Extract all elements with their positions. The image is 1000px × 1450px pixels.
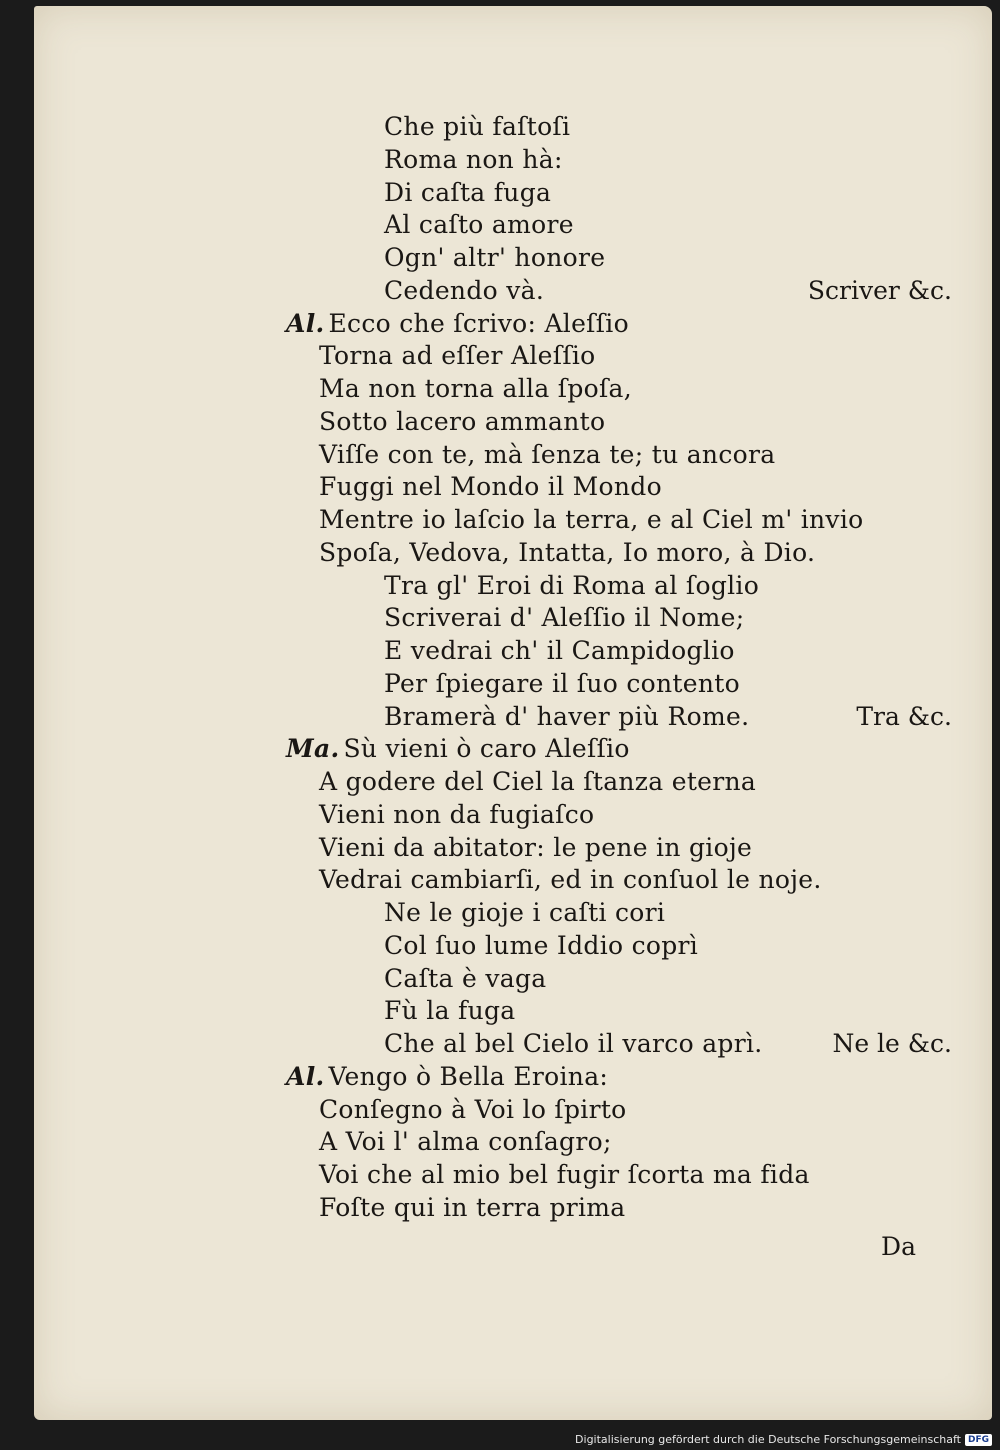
verse-text-content: Fù la fuga (384, 996, 516, 1025)
verse-line (384, 964, 546, 994)
repeat-cue: Tra &c. (856, 702, 952, 731)
verse-text-content: Scriverai d' Aleſſio il Nome; (384, 603, 745, 632)
verse-line (384, 931, 698, 961)
repeat-cue: Scriver &c. (807, 276, 952, 305)
verse-line (384, 1029, 763, 1059)
verse-text-content: Foſte qui in terra prima (319, 1193, 626, 1222)
verse-line (319, 800, 594, 830)
verse-line (319, 1095, 627, 1125)
verse-line (384, 898, 665, 928)
verse-text-content: Di caſta fuga (384, 178, 552, 207)
verse-line (319, 1160, 810, 1190)
verse-text-content: Vieni da abitator: le pene in gioje (319, 833, 753, 862)
verse-line (286, 734, 630, 764)
verse-text-content: Sù vieni ò caro Aleſſio (343, 734, 630, 763)
footer-text: Digitalisierung gefördert durch die Deutsche Forschungsgemeinschaft (575, 1433, 961, 1446)
verse-text-content: Fuggi nel Mondo il Mondo (319, 472, 662, 501)
verse-line (319, 505, 864, 535)
verse-text-content: Spoſa, Vedova, Intatta, Io moro, à Dio. (319, 538, 816, 567)
speaker-abbreviation: Al. (286, 1062, 325, 1091)
verse-line (384, 603, 744, 633)
verse-text-content: Vedrai cambiarſi, ed in conſuol le noje. (319, 865, 822, 894)
verse-text-content: Voi che al mio bel fugir ſcorta ma fida (319, 1160, 810, 1189)
verse-line (384, 702, 749, 732)
digitization-footer (575, 1433, 992, 1446)
verse-line (384, 276, 544, 306)
speaker-abbreviation: Al. (286, 309, 325, 338)
verse-line (319, 341, 596, 371)
verse-text-content: Che al bel Cielo il varco aprì. (384, 1029, 763, 1058)
verse-line (319, 538, 815, 568)
verse-line (384, 571, 759, 601)
verse-text-content: Sotto lacero ammanto (319, 407, 606, 436)
verse-line (319, 865, 822, 895)
verse-text-content: Che più faſtoſi (384, 112, 571, 141)
verse-text-content: Ecco che ſcrivo: Aleſſio (328, 309, 629, 338)
verse-line (319, 1193, 626, 1223)
verse-text-content: Cedendo và. (384, 276, 545, 305)
verse-text-content: Vengo ò Bella Eroina: (328, 1062, 609, 1091)
verse-text-content: Ma non torna alla ſpoſa, (319, 374, 633, 403)
verse-text-content: A Voi l' alma conſagro; (319, 1127, 612, 1156)
verse-line (286, 309, 629, 339)
verse-line (319, 374, 632, 404)
verse-line (384, 996, 516, 1026)
verse-text-content: Col ſuo lume Iddio coprì (384, 931, 699, 960)
verse-line (319, 407, 605, 437)
dfg-logo-icon: DFG (965, 1434, 992, 1446)
verse-line (384, 178, 551, 208)
verse-line (384, 243, 605, 273)
verse-text-content: Bramerà d' haver più Rome. (384, 702, 750, 731)
catchword: Da (881, 1232, 916, 1261)
verse-text-content: Torna ad eſſer Aleſſio (319, 341, 596, 370)
verse-text-content: Conſegno à Voi lo ſpirto (319, 1095, 627, 1124)
verse-line (384, 669, 740, 699)
verse-line (319, 767, 756, 797)
verse-text-content: Roma non hà: (384, 145, 563, 174)
verse-line (384, 210, 574, 240)
verse-text-content: E vedrai ch' il Campidoglio (384, 636, 735, 665)
verse-line (286, 1062, 608, 1092)
verse-text-content: Caſta è vaga (384, 964, 547, 993)
verse-line (319, 833, 752, 863)
verse-text-content: Viſſe con te, mà ſenza te; tu ancora (319, 440, 776, 469)
verse-text-content: Mentre io laſcio la terra, e al Ciel m' invio (319, 505, 864, 534)
verse-text-content: Per ſpiegare il ſuo contento (384, 669, 740, 698)
verse-line (384, 636, 735, 666)
verse-text-content: Tra gl' Eroi di Roma al ſoglio (384, 571, 760, 600)
verse-text-content: Al caſto amore (384, 210, 574, 239)
verse-line (319, 1127, 612, 1157)
verse-text-content: A godere del Ciel la ſtanza eterna (319, 767, 757, 796)
verse-line (384, 145, 563, 175)
verse-text-content: Vieni non da fugiaſco (319, 800, 595, 829)
speaker-abbreviation: Ma. (286, 734, 340, 763)
verse-line (384, 112, 570, 142)
verse-text-content: Ne le gioje i caſti cori (384, 898, 666, 927)
repeat-cue: Ne le &c. (832, 1029, 952, 1058)
verse-text-content: Ogn' altr' honore (384, 243, 606, 272)
verse-line (319, 472, 662, 502)
book-page (34, 6, 992, 1420)
verse-line (319, 440, 775, 470)
